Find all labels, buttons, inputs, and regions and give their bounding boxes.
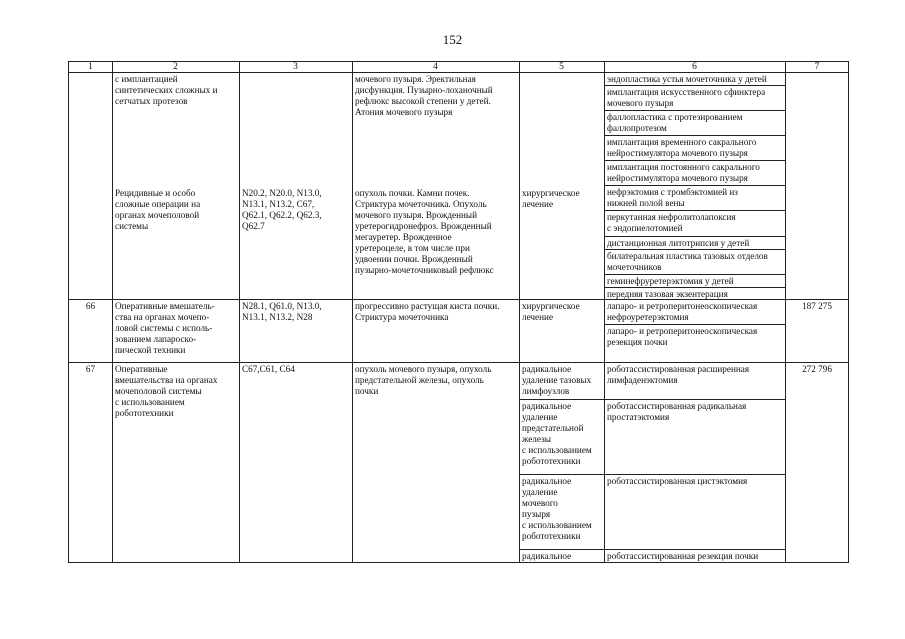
procedure-text: передняя тазовая экзентерация — [607, 289, 728, 299]
header-col-3: 3 — [293, 62, 298, 72]
row66-diagnosis-text: прогрессивно растущая киста почки. Стриктура мочеточника — [355, 301, 500, 322]
row-rule — [69, 299, 849, 300]
row67-method-text: Оперативные вмешательства на органах мочеполовой системы с использованием робототехники — [115, 364, 218, 418]
header-col-2: 2 — [173, 62, 178, 72]
procedure-text: эндопластика устья мочеточника у детей — [607, 74, 767, 84]
recidive-treatment-type: хирургическое лечение — [522, 188, 580, 209]
recidive-diagnosis-text: опухоль почки. Камни почек. Стриктура мочеточника. Опухоль мочевого пузыря. Врожденный уретерогидронефроз. Врожденный мегауретер. Врожденное уретероцеле, в том числе при удвоении почки. Врожденный пузырно-мочеточниковый рефлюкс — [355, 188, 494, 275]
procedure-text: роботассистированная радикальная простатэктомия — [607, 401, 747, 422]
procedure-rule — [604, 135, 785, 136]
header-col-7: 7 — [814, 62, 820, 72]
procedure-rule — [604, 210, 785, 211]
procedure-text: роботассистированная расширенная лимфаденэктомия — [607, 364, 750, 385]
procedure-rule — [604, 185, 785, 186]
procedure-rule — [604, 160, 785, 161]
procedure-text: лапаро- и ретроперитонеоскопическая нефроуретерэктомия — [607, 301, 758, 322]
procedure-rule — [604, 249, 785, 250]
procedure-text: имплантация постоянного сакрального нейростимулятора мочевого пузыря — [607, 162, 760, 183]
col-rule — [352, 62, 353, 562]
row67-treatment-type: радикальное удаление предстательной железы с использованием робототехники — [522, 401, 592, 466]
procedure-text: перкутанная нефролитолапоксия с эндопиелотомией — [607, 212, 736, 233]
row66-method-text: Оперативные вмешатель- ства на органах мочепо- ловой системы с исполь- зованием лапароско- пической техники — [115, 301, 215, 355]
procedure-rule — [604, 110, 785, 111]
recidive-method-text: Рецидивные и особо сложные операции на органах мочеполовой системы — [115, 188, 201, 231]
procedure-text: билатеральная пластика тазовых отделов мочеточников — [607, 251, 768, 272]
subrow-rule — [519, 549, 785, 550]
procedure-rule — [604, 85, 785, 86]
header-col-4: 4 — [433, 62, 438, 72]
col-rule — [604, 62, 605, 562]
subrow-rule — [519, 399, 785, 400]
procedure-text: лапаро- и ретроперитонеоскопическая резекция почки — [607, 326, 758, 347]
procedure-rule — [604, 324, 785, 325]
row67-codes-text: C67,C61, C64 — [242, 364, 295, 374]
continued-diagnosis-text: мочевого пузыря. Эректильная дисфункция. Пузырно-лоханочный рефлюкс высокой степени у детей. Атония мочевого пузыря — [355, 74, 493, 117]
row66-codes-text: N28.1, Q61.0, N13.0, N13.1, N13.2, N28 — [242, 301, 322, 322]
header-rule — [69, 72, 849, 73]
procedure-text: имплантация временного сакрального нейростимулятора мочевого пузыря — [607, 137, 757, 158]
header-col-5: 5 — [559, 62, 564, 72]
procedure-text: геминефруретерэктомия у детей — [607, 276, 734, 286]
col-rule — [785, 62, 786, 562]
row66-treatment-type: хирургическое лечение — [522, 301, 580, 322]
row-number: 67 — [85, 364, 96, 374]
header-col-1: 1 — [88, 62, 93, 72]
procedure-text: дистанционная литотрипсия у детей — [607, 238, 750, 248]
procedure-text: нефрэктомия с тромбэктомией из нижней полой вены — [607, 187, 738, 208]
col-rule — [239, 62, 240, 562]
col-rule — [112, 62, 113, 562]
row-number: 66 — [85, 301, 96, 311]
procedure-text: роботассистированная резекция почки — [607, 551, 759, 561]
row-rule — [69, 362, 849, 363]
header-col-6: 6 — [692, 62, 697, 72]
row67-diagnosis-text: опухоль мочевого пузыря, опухоль предстательной железы, опухоль почки — [355, 364, 492, 396]
procedure-rule — [604, 274, 785, 275]
procedure-rule — [604, 287, 785, 288]
procedure-text: роботассистированная цистэктомия — [607, 476, 748, 486]
row67-treatment-type: радикальное — [522, 551, 572, 561]
subrow-rule — [519, 474, 785, 475]
procedure-text: фаллопластика с протезированием фаллопротезом — [607, 112, 743, 133]
medical-procedures-table — [68, 61, 849, 563]
col-rule — [519, 62, 520, 562]
row66-cost: 187 275 — [802, 301, 832, 311]
continued-method-text: с имплантацией синтетических сложных и сетчатых протезов — [115, 74, 218, 106]
procedure-text: имплантация искусственного сфинктера мочевого пузыря — [607, 87, 766, 108]
row67-treatment-type: радикальное удаление тазовых лимфоузлов — [522, 364, 592, 396]
page-number: 152 — [442, 32, 463, 47]
recidive-codes-text: N20.2, N20.0, N13.0, N13.1, N13.2, C67, Q62.1, Q62.2, Q62.3, Q62.7 — [242, 188, 322, 231]
procedure-rule — [604, 236, 785, 237]
row67-cost: 272 796 — [802, 364, 832, 374]
row67-treatment-type: радикальное удаление мочевого пузыря с использованием робототехники — [522, 476, 592, 541]
